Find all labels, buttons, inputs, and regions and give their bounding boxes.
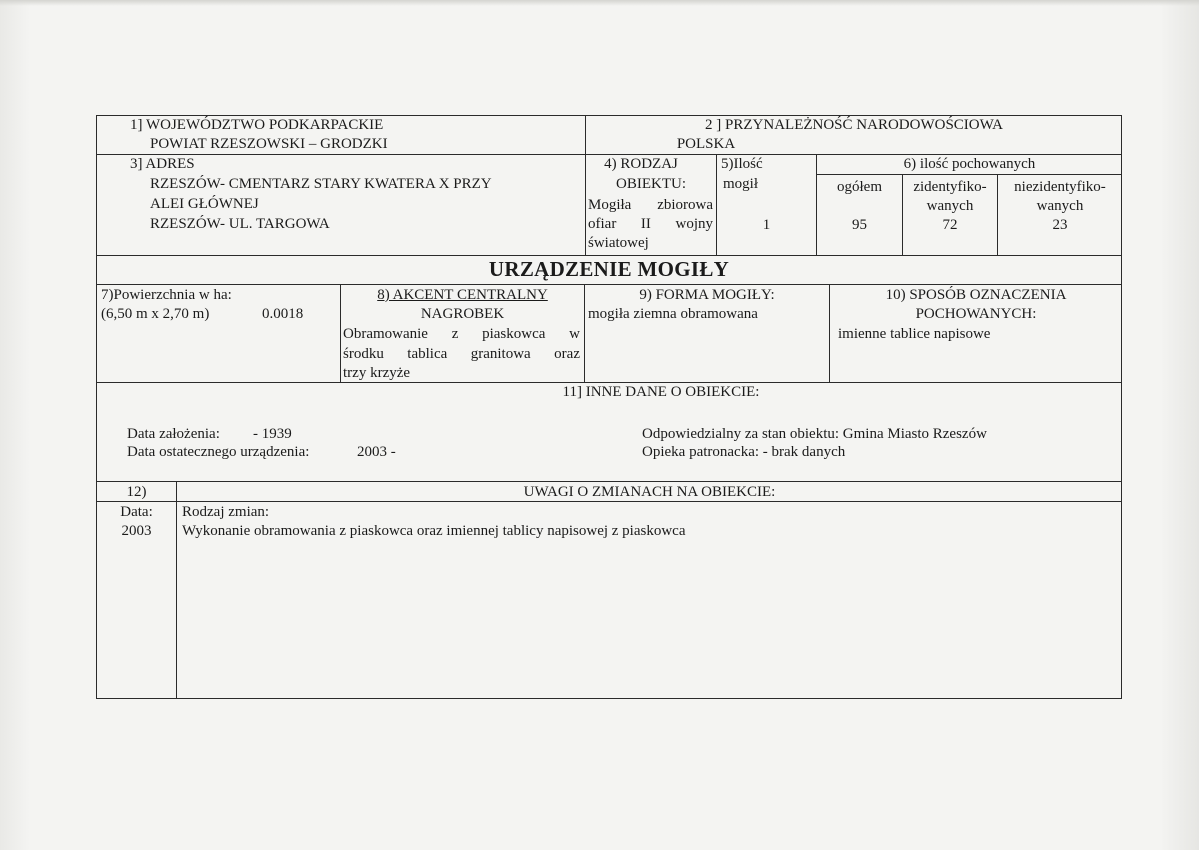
grave-form-label: 9) FORMA MOGIŁY: <box>639 287 775 303</box>
area-label: 7)Powierzchnia w ha: <box>101 287 232 303</box>
accent-value: NAGROBEK <box>420 306 505 322</box>
changes-value: Wykonanie obramowania z piaskowca oraz imiennej tablicy napisowej z piaskowca <box>182 523 686 539</box>
voivodeship-label: 1] WOJEWÓDZTWO PODKARPACKIE <box>130 117 384 133</box>
final-arrangement-value: 2003 - <box>357 444 396 460</box>
remarks-date-label: Data: <box>120 504 153 520</box>
remarks-number: 12) <box>126 484 147 500</box>
patronage-text: Opieka patronacka: - brak danych <box>642 444 846 460</box>
graves-count-value: 1 <box>762 217 771 233</box>
accent-label: 8) AKCENT CENTRALNY <box>377 287 548 303</box>
area-value: 0.0018 <box>262 306 304 322</box>
remarks-title: UWAGI O ZMIANACH NA OBIEKCIE: <box>523 484 776 500</box>
object-type-value1: Mogiła zbiorowa <box>588 197 713 213</box>
address-line3: RZESZÓW- UL. TARGOWA <box>150 216 330 232</box>
buried-total-label: ogółem <box>837 179 882 195</box>
district-label: POWIAT RZESZOWSKI – GRODZKI <box>150 136 388 152</box>
object-type-value2: ofiar II wojny <box>588 216 713 232</box>
address-line2: ALEI GŁÓWNEJ <box>150 196 259 212</box>
buried-identified-label2: wanych <box>926 198 974 214</box>
accent-desc2: środku tablica granitowa oraz <box>343 346 580 362</box>
buried-unidentified-label: niezidentyfiko- <box>1014 179 1106 195</box>
paper-edge-shadow <box>0 0 1199 6</box>
rule-col-remarks <box>176 481 177 699</box>
rule-row5 <box>96 481 1122 482</box>
marking-label2: POCHOWANYCH: <box>915 306 1037 322</box>
nationality-value: POLSKA <box>676 136 736 152</box>
graves-count-label: 5)Ilość <box>721 156 763 172</box>
buried-identified-value: 72 <box>942 217 958 233</box>
final-arrangement-label: Data ostatecznego urządzenia: <box>127 444 310 460</box>
buried-total-value: 95 <box>852 217 867 233</box>
rule-col-type <box>716 154 717 256</box>
other-data-label: 11] INNE DANE O OBIEKCIE: <box>562 384 760 400</box>
buried-unidentified-label2: wanych <box>1036 198 1084 214</box>
founded-label: Data założenia: <box>127 426 220 442</box>
marking-value: imienne tablice napisowe <box>838 326 991 342</box>
marking-label: 10) SPOSÓB OZNACZENIA <box>885 287 1067 303</box>
changes-label: Rodzaj zmian: <box>182 504 270 520</box>
address-label: 3] ADRES <box>130 156 195 172</box>
rule-buried-header <box>816 174 1122 175</box>
nationality-label: 2 ] PRZYNALEŻNOŚĆ NARODOWOŚCIOWA <box>705 117 1003 133</box>
graves-count-label2: mogił <box>723 176 759 192</box>
area-dimensions: (6,50 m x 2,70 m) <box>101 306 210 322</box>
responsible-text: Odpowiedzialny za stan obiektu: Gmina Miasto Rzeszów <box>642 426 987 442</box>
object-type-label: 4) RODZAJ <box>604 156 678 172</box>
remarks-date-value: 2003 <box>121 523 152 539</box>
buried-label: 6) ilość pochowanych <box>903 156 1036 172</box>
section-title: URZĄDZENIE MOGIŁY <box>488 257 730 281</box>
buried-identified-label: zidentyfiko- <box>913 179 987 195</box>
rule-section-title-bottom <box>96 284 1122 285</box>
accent-desc1: Obramowanie z piaskowca w <box>343 326 580 342</box>
grave-form-value: mogiła ziemna obramowana <box>588 306 758 322</box>
founded-value: - 1939 <box>253 426 292 442</box>
object-type-value3: światowej <box>588 235 649 251</box>
buried-unidentified-value: 23 <box>1052 217 1068 233</box>
object-type-label2: OBIEKTU: <box>616 176 686 192</box>
accent-desc3: trzy krzyże <box>343 365 411 381</box>
address-line1: RZESZÓW- CMENTARZ STARY KWATERA X PRZY <box>150 176 492 192</box>
